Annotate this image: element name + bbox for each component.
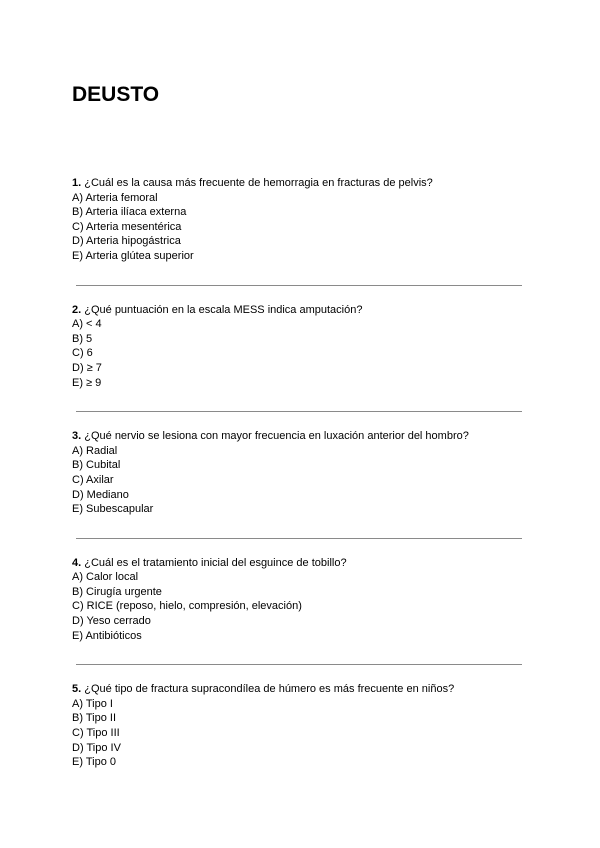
- question-number: 4.: [72, 556, 82, 569]
- answer-options: [72, 444, 532, 517]
- answer-option-d: D) Arteria hipogástrica: [72, 235, 181, 248]
- answer-option-c: C) 6: [72, 347, 93, 360]
- question-5: [72, 682, 532, 770]
- question-number: 3.: [72, 430, 82, 443]
- section-divider: [76, 538, 522, 539]
- answer-option-b: B) Arteria ilíaca externa: [72, 206, 187, 219]
- question-text: [72, 556, 532, 571]
- question-text: [72, 303, 532, 318]
- answer-options: [72, 570, 532, 643]
- question-prompt: ¿Qué nervio se lesiona con mayor frecuencia en luxación anterior del hombro?: [84, 430, 469, 443]
- answer-options: [72, 191, 532, 264]
- answer-option-b: B) Cirugía urgente: [72, 585, 162, 598]
- answer-options: [72, 697, 532, 770]
- question-prompt: ¿Cuál es la causa más frecuente de hemorragia en fracturas de pelvis?: [84, 177, 433, 189]
- answer-option-a: A) Radial: [72, 444, 118, 457]
- section-divider: [76, 411, 522, 412]
- question-list: [72, 176, 532, 770]
- question-prompt: ¿Qué puntuación en la escala MESS indica amputación?: [84, 303, 363, 316]
- answer-option-b: B) Tipo II: [72, 712, 117, 725]
- answer-option-c: C) RICE (reposo, hielo, compresión, elevación): [72, 600, 302, 613]
- question-2: [72, 303, 532, 391]
- answer-option-e: E) Antibióticos: [72, 629, 142, 642]
- question-number: 5.: [72, 683, 82, 696]
- question-3: [72, 429, 532, 517]
- page-title: DEUSTO: [72, 83, 160, 106]
- question-number: 1.: [72, 177, 82, 189]
- question-1: [72, 176, 532, 264]
- answer-option-e: E) ≥ 9: [72, 376, 102, 389]
- question-prompt: ¿Cuál es el tratamiento inicial del esguince de tobillo?: [84, 556, 347, 569]
- question-text: [72, 682, 532, 697]
- answer-option-a: A) Calor local: [72, 571, 139, 584]
- answer-option-c: C) Arteria mesentérica: [72, 220, 182, 233]
- answer-option-e: E) Subescapular: [72, 503, 154, 516]
- answer-option-c: C) Tipo III: [72, 727, 120, 740]
- question-text: [72, 429, 532, 444]
- answer-option-b: B) Cubital: [72, 459, 121, 472]
- question-text: [72, 176, 532, 191]
- section-divider: [76, 285, 522, 286]
- section-divider: [76, 664, 522, 665]
- answer-option-b: B) 5: [72, 332, 93, 345]
- answer-options: [72, 317, 532, 390]
- question-number: 2.: [72, 303, 82, 316]
- question-prompt: ¿Qué tipo de fractura supracondílea de húmero es más frecuente en niños?: [84, 683, 455, 696]
- answer-option-d: D) Yeso cerrado: [72, 615, 151, 628]
- answer-option-a: A) Arteria femoral: [72, 191, 158, 204]
- answer-option-e: E) Tipo 0: [72, 756, 117, 769]
- answer-option-d: D) ≥ 7: [72, 361, 102, 374]
- question-4: [72, 556, 532, 644]
- answer-option-d: D) Tipo IV: [72, 741, 121, 754]
- answer-option-d: D) Mediano: [72, 488, 129, 501]
- answer-option-a: A) Tipo I: [72, 697, 113, 710]
- answer-option-e: E) Arteria glútea superior: [72, 249, 194, 262]
- answer-option-a: A) < 4: [72, 318, 102, 331]
- answer-option-c: C) Axilar: [72, 473, 114, 486]
